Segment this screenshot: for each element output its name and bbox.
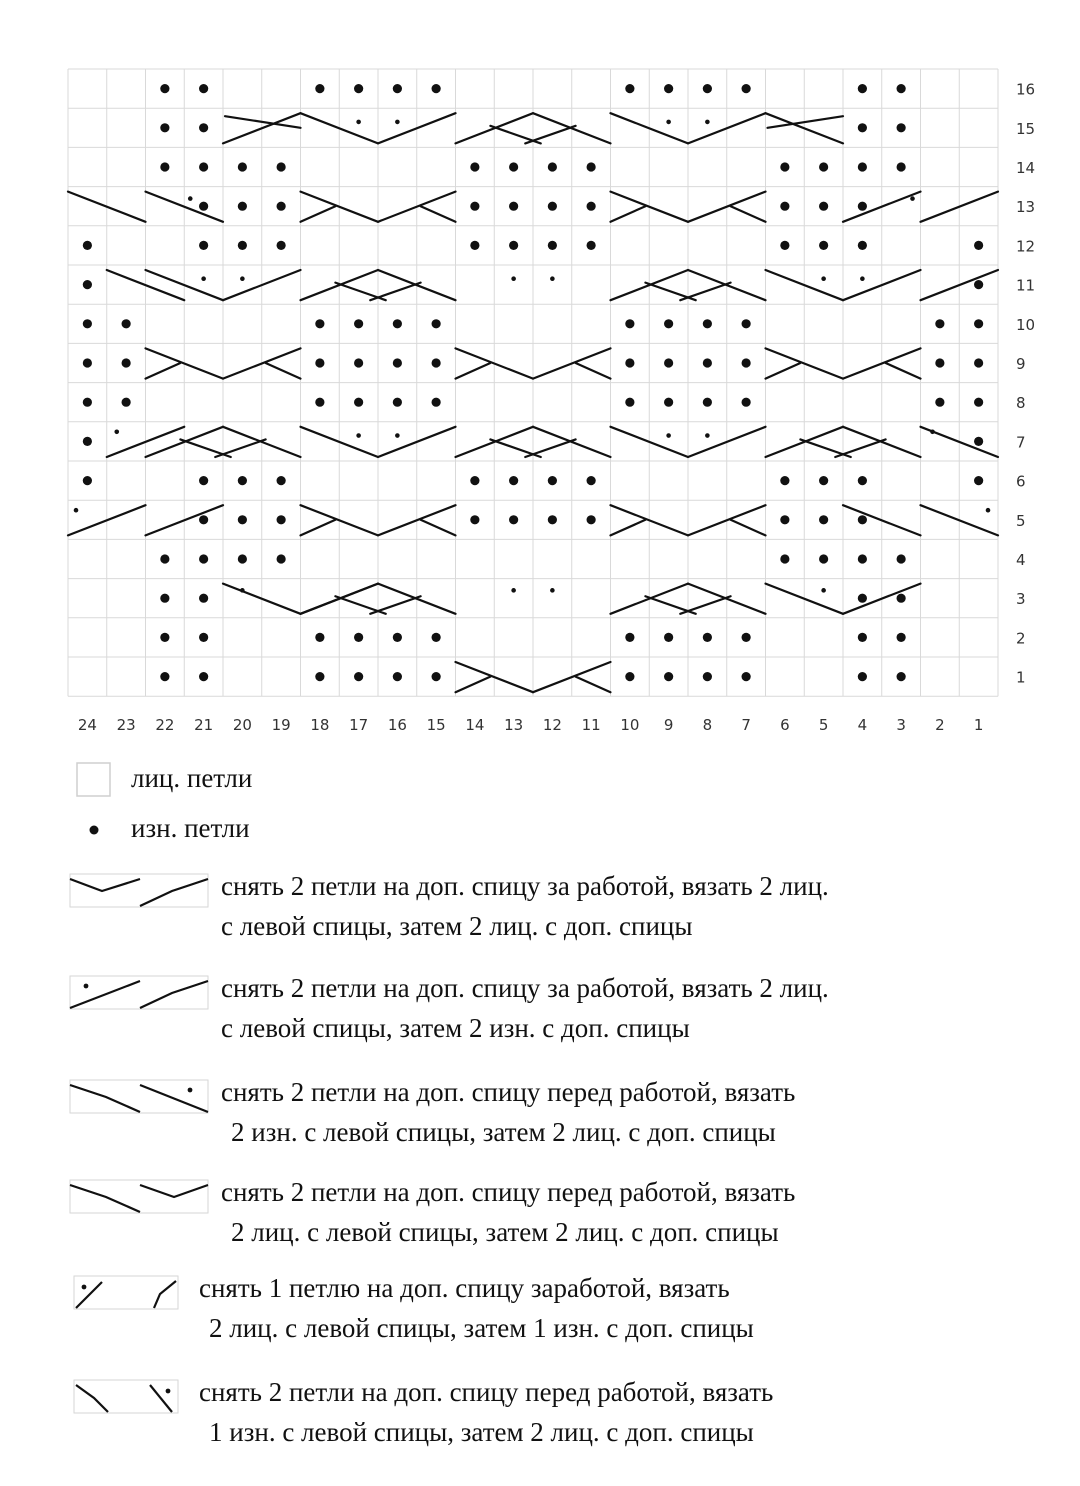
purl-dot [432,84,441,93]
row-label: 4 [1016,551,1026,569]
cable-stroke [886,363,921,379]
row-label: 14 [1016,159,1036,177]
row-label: 1 [1016,668,1026,687]
purl-dot [160,162,169,171]
purl-dot [664,672,673,681]
purl-dot [277,554,286,563]
purl-dot [548,162,557,171]
legend-cable-2x2-back-purl-line1: снять 2 петли на доп. спицу за работой, вязать 2 лиц. [221,973,829,1003]
purl-dot [897,633,906,642]
purl-dot [974,476,983,485]
purl-dot [703,398,712,407]
purl-dot [160,633,169,642]
purl-dot [83,437,92,446]
purl-dot [160,554,169,563]
purl-dot [199,84,208,93]
purl-dot [315,398,324,407]
purl-dot [354,672,363,681]
cable-stroke [731,206,766,222]
purl-dot [199,633,208,642]
cable-2x2-back-purl-icon [68,972,212,1012]
cable-2x2-back-knit-icon [68,870,212,910]
purl-dot [354,84,363,93]
cable-stroke [301,206,336,222]
purl-dot [819,554,828,563]
purl-dot [742,319,751,328]
purl-dot [509,162,518,171]
legend-cable-2x1-back-purl-line2: 2 лиц. с левой спицы, затем 1 изн. с доп. спицы [209,1313,754,1343]
row-label: 13 [1016,198,1036,217]
purl-dot [122,398,131,407]
column-label: 5 [818,716,829,735]
legend-purl-label: изн. петли [131,813,250,843]
cable-2x2-front-purl-icon [68,1076,212,1116]
purl-dot [160,84,169,93]
purl-dot [858,241,867,250]
purl-dot [587,476,596,485]
purl-dot [742,398,751,407]
cable-purl-dot [550,588,555,593]
cable-purl-dot [240,276,245,281]
purl-dot [587,515,596,524]
purl-dot [780,162,789,171]
cable-purl-dot [910,196,915,201]
legend-cable-2x2-front-purl-line1: снять 2 петли на доп. спицу перед работой, вязать [221,1077,796,1107]
purl-dot [315,358,324,367]
cable-1x2-front-purl-icon [68,1376,188,1416]
purl-dot [742,358,751,367]
row-label: 5 [1016,511,1026,530]
purl-dot [858,123,867,132]
purl-dot [509,515,518,524]
cable-stroke [731,520,766,536]
cable-purl-dot [821,588,826,593]
purl-dot [315,672,324,681]
cable-purl-dot [74,508,79,513]
purl-dot [780,515,789,524]
purl-dot [199,162,208,171]
cable-purl-dot [705,120,710,125]
purl-dot [819,241,828,250]
cable-purl-dot [188,196,193,201]
purl-dot [393,319,402,328]
purl-dot [277,241,286,250]
purl-dot [625,672,634,681]
cable-purl-dot [666,433,671,438]
knit-symbol-icon [76,762,112,798]
legend-cable-2x1-back-purl [0,1266,1080,1350]
column-label: 16 [387,716,407,735]
purl-dot [625,84,634,93]
purl-dot [83,358,92,367]
cable-purl-dot [356,120,361,125]
legend-cable-2x2-back-purl [0,966,1080,1050]
legend-knit-label: лиц. петли [131,763,253,793]
row-label: 10 [1016,315,1036,334]
purl-dot [122,358,131,367]
purl-dot [470,241,479,250]
purl-dot [470,162,479,171]
purl-dot [393,672,402,681]
row-label: 15 [1016,119,1036,138]
purl-dot [780,554,789,563]
purl-dot [83,280,92,289]
purl-dot [858,84,867,93]
legend-purl [0,810,1080,850]
purl-dot [354,398,363,407]
cable-purl-dot [201,276,206,281]
legend-cable-2x2-front-knit-line2: 2 лиц. с левой спицы, затем 2 лиц. с доп. спицы [231,1217,779,1247]
purl-dot [974,319,983,328]
row-label: 11 [1016,276,1036,295]
purl-dot [742,84,751,93]
purl-dot [354,633,363,642]
purl-dot [819,202,828,211]
column-label: 18 [310,716,330,735]
knitting-chart [0,0,1080,740]
column-label: 11 [581,716,601,735]
purl-dot [83,241,92,250]
purl-dot [199,554,208,563]
purl-dot [548,241,557,250]
legend-cable-1x2-front-purl-line1: снять 2 петли на доп. спицу перед работой, вязать [199,1377,774,1407]
column-label: 19 [271,716,291,735]
purl-dot [393,84,402,93]
cable-stroke [456,677,491,693]
cable-stroke [421,206,456,222]
purl-dot [897,672,906,681]
cable-purl-dot [395,120,400,125]
legend-cable-2x2-front-knit [0,1170,1080,1254]
purl-dot [199,241,208,250]
purl-dot [664,84,673,93]
row-label: 7 [1016,433,1026,452]
cable-stroke [766,363,801,379]
column-label: 21 [194,716,214,735]
legend-cable-2x2-back-purl-line2: с левой спицы, затем 2 изн. с доп. спицы [221,1013,690,1043]
cable-purl-dot [986,508,991,513]
column-label: 23 [116,716,136,735]
purl-symbol-icon [76,812,112,848]
cable-stroke [456,363,491,379]
cable-purl-dot [511,588,516,593]
purl-dot [354,358,363,367]
purl-dot [160,123,169,132]
purl-dot [587,162,596,171]
column-label: 3 [896,716,906,735]
purl-dot [238,202,247,211]
purl-dot [974,280,983,289]
column-labels [78,716,984,734]
purl-dot [858,162,867,171]
column-label: 4 [857,716,868,735]
cable-stroke [301,520,336,536]
legend-cable-2x2-front-knit-line1: снять 2 петли на доп. спицу перед работой, вязать [221,1177,796,1207]
column-label: 7 [741,716,751,735]
cable-purl-dot [240,588,245,593]
purl-dot [703,633,712,642]
purl-dot [742,633,751,642]
row-label: 6 [1016,472,1026,491]
column-label: 22 [155,716,175,735]
purl-dot [354,319,363,328]
cable-stroke [611,206,646,222]
column-label: 14 [465,716,485,735]
purl-dot [780,476,789,485]
column-label: 12 [542,716,562,735]
purl-dot [199,476,208,485]
purl-dot [509,476,518,485]
cable-purl-dot [395,433,400,438]
purl-dot [935,358,944,367]
cable-2x1-back-purl-icon [68,1272,188,1312]
purl-dot [238,554,247,563]
purl-dot [703,672,712,681]
purl-dot [432,398,441,407]
purl-dot [548,476,557,485]
purl-dot [664,633,673,642]
purl-dot [432,358,441,367]
purl-dot [897,594,906,603]
purl-dot [703,358,712,367]
purl-dot [315,84,324,93]
purl-dot [509,202,518,211]
purl-dot [897,554,906,563]
purl-dot [238,162,247,171]
purl-dot [393,398,402,407]
purl-dot [819,476,828,485]
legend-knit [0,760,1080,800]
purl-dot [83,319,92,328]
purl-dot [703,319,712,328]
purl-dot [625,319,634,328]
row-label: 2 [1016,629,1026,648]
purl-dot [277,162,286,171]
purl-dot [548,515,557,524]
purl-dot [897,162,906,171]
column-label: 17 [349,716,369,735]
purl-dot [625,398,634,407]
column-label: 2 [935,716,945,735]
legend-cable-2x2-front-purl [0,1070,1080,1154]
purl-dot [199,594,208,603]
purl-dot [664,319,673,328]
purl-dot [974,398,983,407]
purl-dot [277,202,286,211]
purl-dot [587,202,596,211]
legend-cable-2x1-back-purl-line1: снять 1 петлю на доп. спицу заработой, вязать [199,1273,730,1303]
purl-dot [470,476,479,485]
row-label: 3 [1016,590,1026,609]
purl-dot [897,84,906,93]
purl-dot [432,672,441,681]
row-labels [1016,81,1035,687]
legend-cable-2x2-back-knit [0,864,1080,948]
cable-stroke [576,363,611,379]
purl-dot [974,358,983,367]
purl-dot [277,476,286,485]
cable-2x2-front-knit-icon [68,1176,212,1216]
cable-purl-dot [821,276,826,281]
cable-purl-dot [666,120,671,125]
purl-dot [548,202,557,211]
column-label: 8 [702,716,713,735]
purl-dot [664,358,673,367]
cable-stroke [421,520,456,536]
purl-dot [393,633,402,642]
purl-dot [664,398,673,407]
chart-grid [68,69,998,696]
row-label: 8 [1016,394,1026,413]
legend-cable-2x2-back-knit-line1: снять 2 петли на доп. спицу за работой, вязать 2 лиц. [221,871,829,901]
purl-dot [974,437,983,446]
column-label: 15 [426,716,446,735]
row-label: 16 [1016,80,1036,99]
purl-dot [315,319,324,328]
purl-dot [780,241,789,250]
legend-cable-1x2-front-purl-line2: 1 изн. с левой спицы, затем 2 лиц. с доп. спицы [209,1417,754,1447]
purl-dot [819,515,828,524]
purl-dot [509,241,518,250]
purl-dot [974,241,983,250]
row-label: 12 [1016,237,1036,256]
purl-dot [780,202,789,211]
purl-dot [897,123,906,132]
purl-dot [432,633,441,642]
purl-dot [393,358,402,367]
purl-dot [160,672,169,681]
purl-dot [625,358,634,367]
purl-dot [858,515,867,524]
cable-purl-dot [114,430,119,435]
purl-dot [858,594,867,603]
cable-purl-dot [356,433,361,438]
purl-dot [199,672,208,681]
purl-dot [935,398,944,407]
cable-stroke [146,363,181,379]
purl-dot [199,515,208,524]
cable-purl-dot [550,276,555,281]
cable-purl-dot [511,276,516,281]
legend-cable-2x2-front-purl-line2: 2 изн. с левой спицы, затем 2 лиц. с доп. спицы [231,1117,776,1147]
column-label: 20 [232,716,252,735]
row-label: 9 [1016,355,1026,373]
purl-dot [935,319,944,328]
purl-dot [83,476,92,485]
purl-dot [742,672,751,681]
column-label: 9 [663,716,674,735]
cable-stroke [611,520,646,536]
column-label: 6 [780,716,790,735]
purl-dot [587,241,596,250]
column-label: 24 [77,716,97,735]
legend-cable-1x2-front-purl [0,1370,1080,1454]
cable-stroke [576,677,611,693]
purl-dot [160,594,169,603]
purl-dot [277,515,286,524]
purl-dot [858,476,867,485]
purl-dot [238,241,247,250]
column-label: 1 [973,716,984,735]
column-label: 10 [620,716,640,735]
purl-dot [625,633,634,642]
purl-dot [703,84,712,93]
cable-purl-dot [930,430,935,435]
legend-cable-2x2-back-knit-line2: с левой спицы, затем 2 лиц. с доп. спицы [221,911,693,941]
purl-dot [199,123,208,132]
purl-dot [858,672,867,681]
cable-purl-dot [860,276,865,281]
purl-dot [819,162,828,171]
purl-dot [858,202,867,211]
purl-dot [238,515,247,524]
purl-dot [470,515,479,524]
purl-dot [83,398,92,407]
purl-dot [238,476,247,485]
purl-dot [315,633,324,642]
purl-dot [470,202,479,211]
purl-dot [858,554,867,563]
purl-dot [432,319,441,328]
purl-dot [199,202,208,211]
cable-purl-dot [705,433,710,438]
cable-stroke [266,363,301,379]
purl-dot [858,633,867,642]
purl-dot [122,319,131,328]
column-label: 13 [504,716,524,735]
